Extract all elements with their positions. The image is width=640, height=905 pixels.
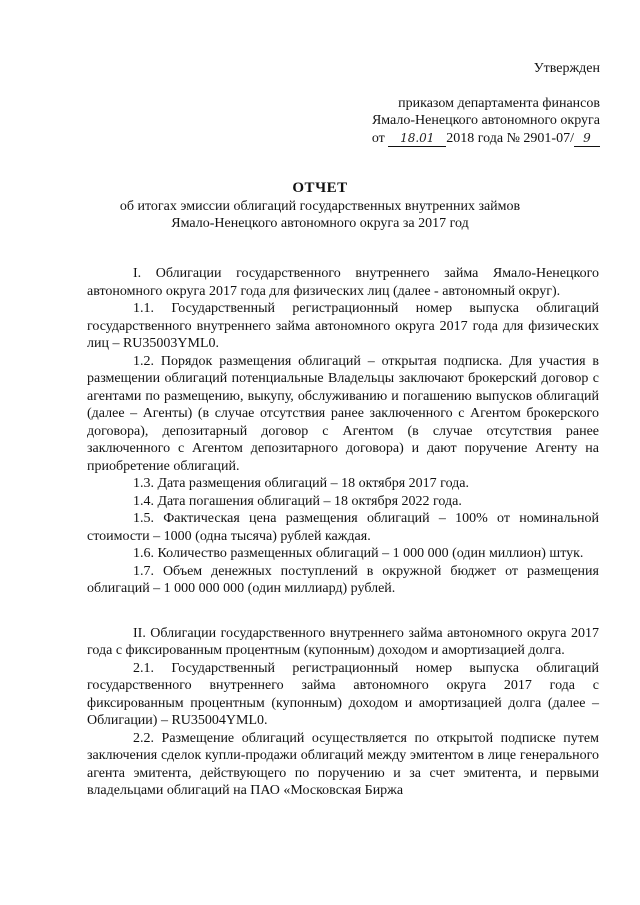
paragraph-1-7: 1.7. Объем денежных поступлений в окружной бюджет от размещения облигаций – 1 000 000 000 (один миллиард) рублей. <box>87 563 599 596</box>
section-1-heading: I. Облигации государственного внутреннего займа Ямало-Ненецкого автономного округа 2017 года для физических лиц (далее - автономный округ). <box>87 266 599 299</box>
handwritten-number: 9 <box>574 131 600 147</box>
report-subtitle-2: Ямало-Ненецкого автономного округа за 2017 год <box>171 216 469 231</box>
paragraph-1-2: 1.2. Порядок размещения облигаций – открытая подписка. Для участия в размещении облигаций потенциальные Владельцы заключают брокерский договор с агентами по размещению, выкупу, обслуживанию и погашению выпусков облигаций (далее – Агенты) (в случае отсутствия ранее заключенного с Агентом брокерского договора), депозитарный договор с Агентом (в случае отсутствия ранее заключенного с Агентом депозитарного договора) и дают поручение Агенту на приобретение облигаций. <box>87 353 599 474</box>
date-prefix: от <box>371 130 385 146</box>
section-2-heading: II. Облигации государственного внутреннего займа автономного округа 2017 года с фиксированным процентным (купонным) доходом и амортизацией долга. <box>87 625 599 658</box>
paragraph-1-6: 1.6. Количество размещенных облигаций – 1 000 000 (один миллион) штук. <box>133 546 584 561</box>
report-title: ОТЧЕТ <box>292 180 348 196</box>
report-subtitle-1: об итогах эмиссии облигаций государственных внутренних займов <box>119 198 521 214</box>
paragraph-2-1: 2.1. Государственный регистрационный номер выпуска облигаций государственного внутреннего займа автономного округа 2017 года с фиксированным процентным (купонным) доходом и амортизацией долга (далее – Облигации) – RU35004YML0. <box>87 660 599 728</box>
approval-order-line: приказом департамента финансов <box>398 95 600 111</box>
paragraph-1-4: 1.4. Дата погашения облигаций – 18 октября 2022 года. <box>133 493 462 509</box>
paragraph-2-2: 2.2. Размещение облигаций осуществляется по открытой подписке путем заключения сделок купли-продажи облигаций между эмитентом в лице генерального агента эмитента, действующего по поручению и за счет эмитента, и первыми владельцами облигаций на ПАО «Московская Биржа <box>87 730 599 798</box>
year-number-text: 2018 года № 2901-07/ <box>446 130 574 146</box>
approved-label: Утвержден <box>533 61 600 76</box>
report-title-block <box>95 180 545 233</box>
paragraph-1-1: 1.1. Государственный регистрационный номер выпуска облигаций государственного внутреннего займа автономного округа 2017 года для физических лиц – RU35003YML0. <box>87 301 599 351</box>
report-body <box>87 265 599 800</box>
approval-stamp <box>340 60 600 147</box>
approval-region-line: Ямало-Ненецкого автономного округа <box>371 113 600 128</box>
handwritten-date: 18.01 <box>388 131 446 147</box>
paragraph-1-3: 1.3. Дата размещения облигаций – 18 октября 2017 года. <box>133 476 470 491</box>
paragraph-1-5: 1.5. Фактическая цена размещения облигаций – 100% от номинальной стоимости – 1000 (одна тысяча) рублей каждая. <box>87 511 599 544</box>
approval-date-line <box>340 130 600 148</box>
